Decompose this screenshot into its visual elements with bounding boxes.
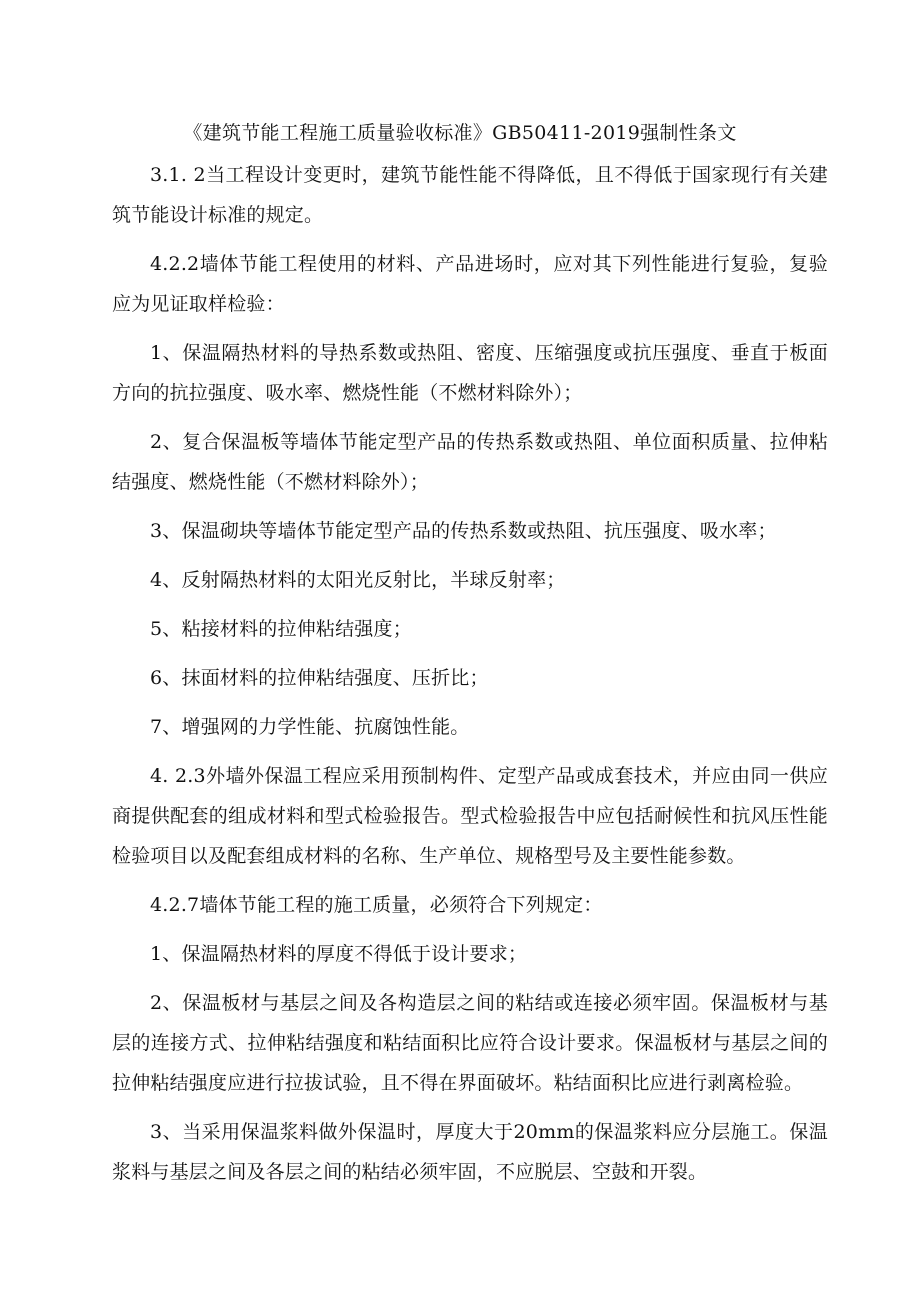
list-item-4-2-7-2: 2、保温板材与基层之间及各构造层之间的粘结或连接必须牢固。保温板材与基层的连接方式、拉伸粘结强度和粘结面积比应符合设计要求。保温板材与基层之间的拉伸粘结强度应进行拉拔试验，且不得在界面破坏。粘结面积比应进行剥离检验。 bbox=[112, 992, 828, 1094]
list-item-4-2-2-6: 6、抹面材料的拉伸粘结强度、压折比； bbox=[150, 667, 489, 689]
list-item-4-2-2-2: 2、复合保温板等墙体节能定型产品的传热系数或热阻、单位面积质量、拉伸粘结强度、燃烧性能（不燃材料除外）； bbox=[112, 431, 828, 493]
list-item-4-2-2-5: 5、粘接材料的拉伸粘结强度； bbox=[150, 618, 412, 640]
paragraph-4-2-7: 4.2.7墙体节能工程的施工质量，必须符合下列规定： bbox=[150, 894, 603, 916]
document-body bbox=[112, 155, 828, 1201]
list-item-4-2-2-1: 1、保温隔热材料的导热系数或热阻、密度、压缩强度或抗压强度、垂直于板面方向的抗拉强度、吸水率、燃烧性能（不燃材料除外）； bbox=[112, 342, 828, 404]
paragraph-3-1-2: 3.1. 2当工程设计变更时，建筑节能性能不得降低，且不得低于国家现行有关建筑节能设计标准的规定。 bbox=[112, 164, 828, 226]
list-item-4-2-2-7: 7、增强网的力学性能、抗腐蚀性能。 bbox=[150, 716, 470, 738]
list-item-4-2-7-3: 3、当采用保温浆料做外保温时，厚度大于20mm的保温浆料应分层施工。保温浆料与基层之间及各层之间的粘结必须牢固，不应脱层、空鼓和开裂。 bbox=[112, 1121, 828, 1183]
list-item-4-2-2-4: 4、反射隔热材料的太阳光反射比，半球反射率； bbox=[150, 569, 566, 591]
paragraph-4-2-3: 4. 2.3外墙外保温工程应采用预制构件、定型产品或成套技术，并应由同一供应商提供配套的组成材料和型式检验报告。型式检验报告中应包括耐候性和抗风压性能检验项目以及配套组成材料的名称、生产单位、规格型号及主要性能参数。 bbox=[112, 765, 828, 867]
list-item-4-2-2-3: 3、保温砌块等墙体节能定型产品的传热系数或热阻、抗压强度、吸水率； bbox=[150, 520, 777, 542]
document-title: 《建筑节能工程施工质量验收标准》GB50411-2019强制性条文 bbox=[183, 122, 737, 144]
paragraph-4-2-2: 4.2.2墙体节能工程使用的材料、产品进场时，应对其下列性能进行复验，复验应为见证取样检验： bbox=[112, 253, 828, 315]
list-item-4-2-7-1: 1、保温隔热材料的厚度不得低于设计要求； bbox=[150, 943, 528, 965]
